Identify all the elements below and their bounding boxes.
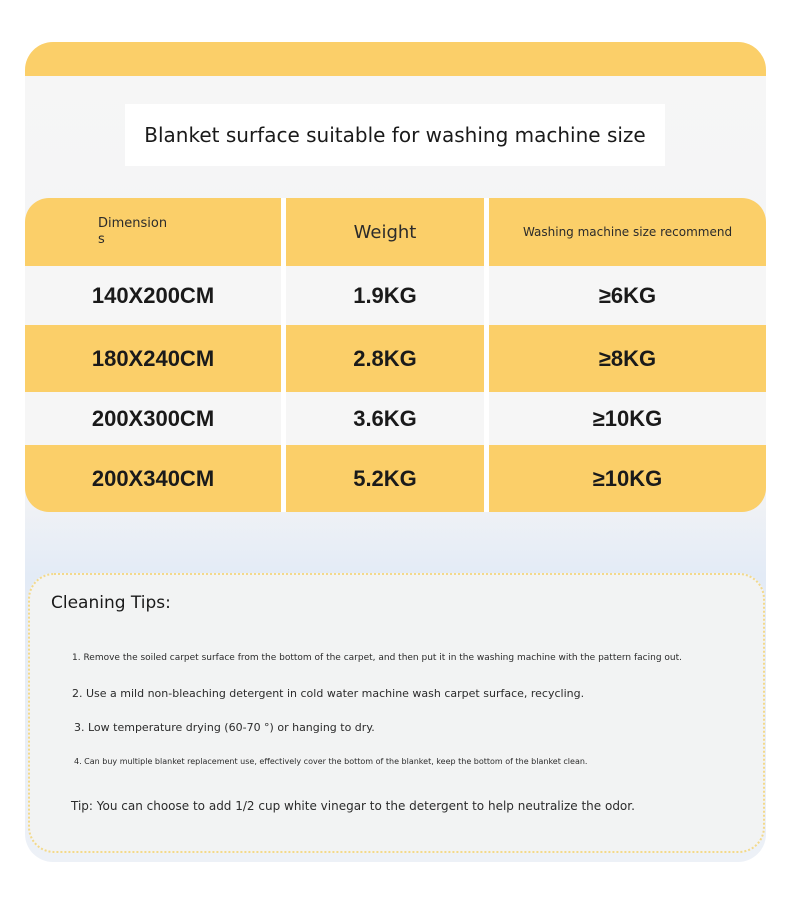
table-row xyxy=(25,266,766,325)
row-washer: ≥10KG xyxy=(592,405,663,431)
row-washer: ≥10KG xyxy=(592,465,663,491)
page-title: Blanket surface suitable for washing machine size xyxy=(125,104,665,166)
cleaning-tips-box xyxy=(28,573,765,853)
tip-item: 4. Can buy multiple blanket replacement use, effectively cover the bottom of the blanket, keep the bottom of the blanket clean. xyxy=(74,757,588,766)
tip-item: 2. Use a mild non-bleaching detergent in cold water machine wash carpet surface, recycling. xyxy=(72,687,585,700)
table-header-row xyxy=(25,198,766,266)
row-size: 200X300CM xyxy=(91,405,215,431)
table-row xyxy=(25,392,766,445)
row-weight: 1.9KG xyxy=(353,282,417,308)
row-size: 140X200CM xyxy=(91,282,215,308)
header-dimensions: Dimensions xyxy=(98,216,168,247)
header-weight: Weight xyxy=(353,221,417,243)
row-weight: 2.8KG xyxy=(353,345,417,371)
row-washer: ≥8KG xyxy=(598,345,657,371)
row-size: 180X240CM xyxy=(91,345,215,371)
header-washer: Washing machine size recommend xyxy=(522,225,733,239)
row-size: 200X340CM xyxy=(91,465,215,491)
row-weight: 3.6KG xyxy=(353,405,417,431)
tip-item: 3. Low temperature drying (60-70 °) or hanging to dry. xyxy=(74,721,375,734)
tip-note: Tip: You can choose to add 1/2 cup white vinegar to the detergent to help neutralize the odor. xyxy=(71,799,635,813)
tips-title: Cleaning Tips: xyxy=(51,593,171,613)
top-accent-bar xyxy=(25,42,766,76)
table-row xyxy=(25,445,766,512)
row-washer: ≥6KG xyxy=(598,282,657,308)
row-weight: 5.2KG xyxy=(353,465,417,491)
size-table xyxy=(25,198,766,512)
tip-item: 1. Remove the soiled carpet surface from the bottom of the carpet, and then put it in the washing machine with the pattern facing out. xyxy=(72,653,683,663)
table-row xyxy=(25,325,766,392)
